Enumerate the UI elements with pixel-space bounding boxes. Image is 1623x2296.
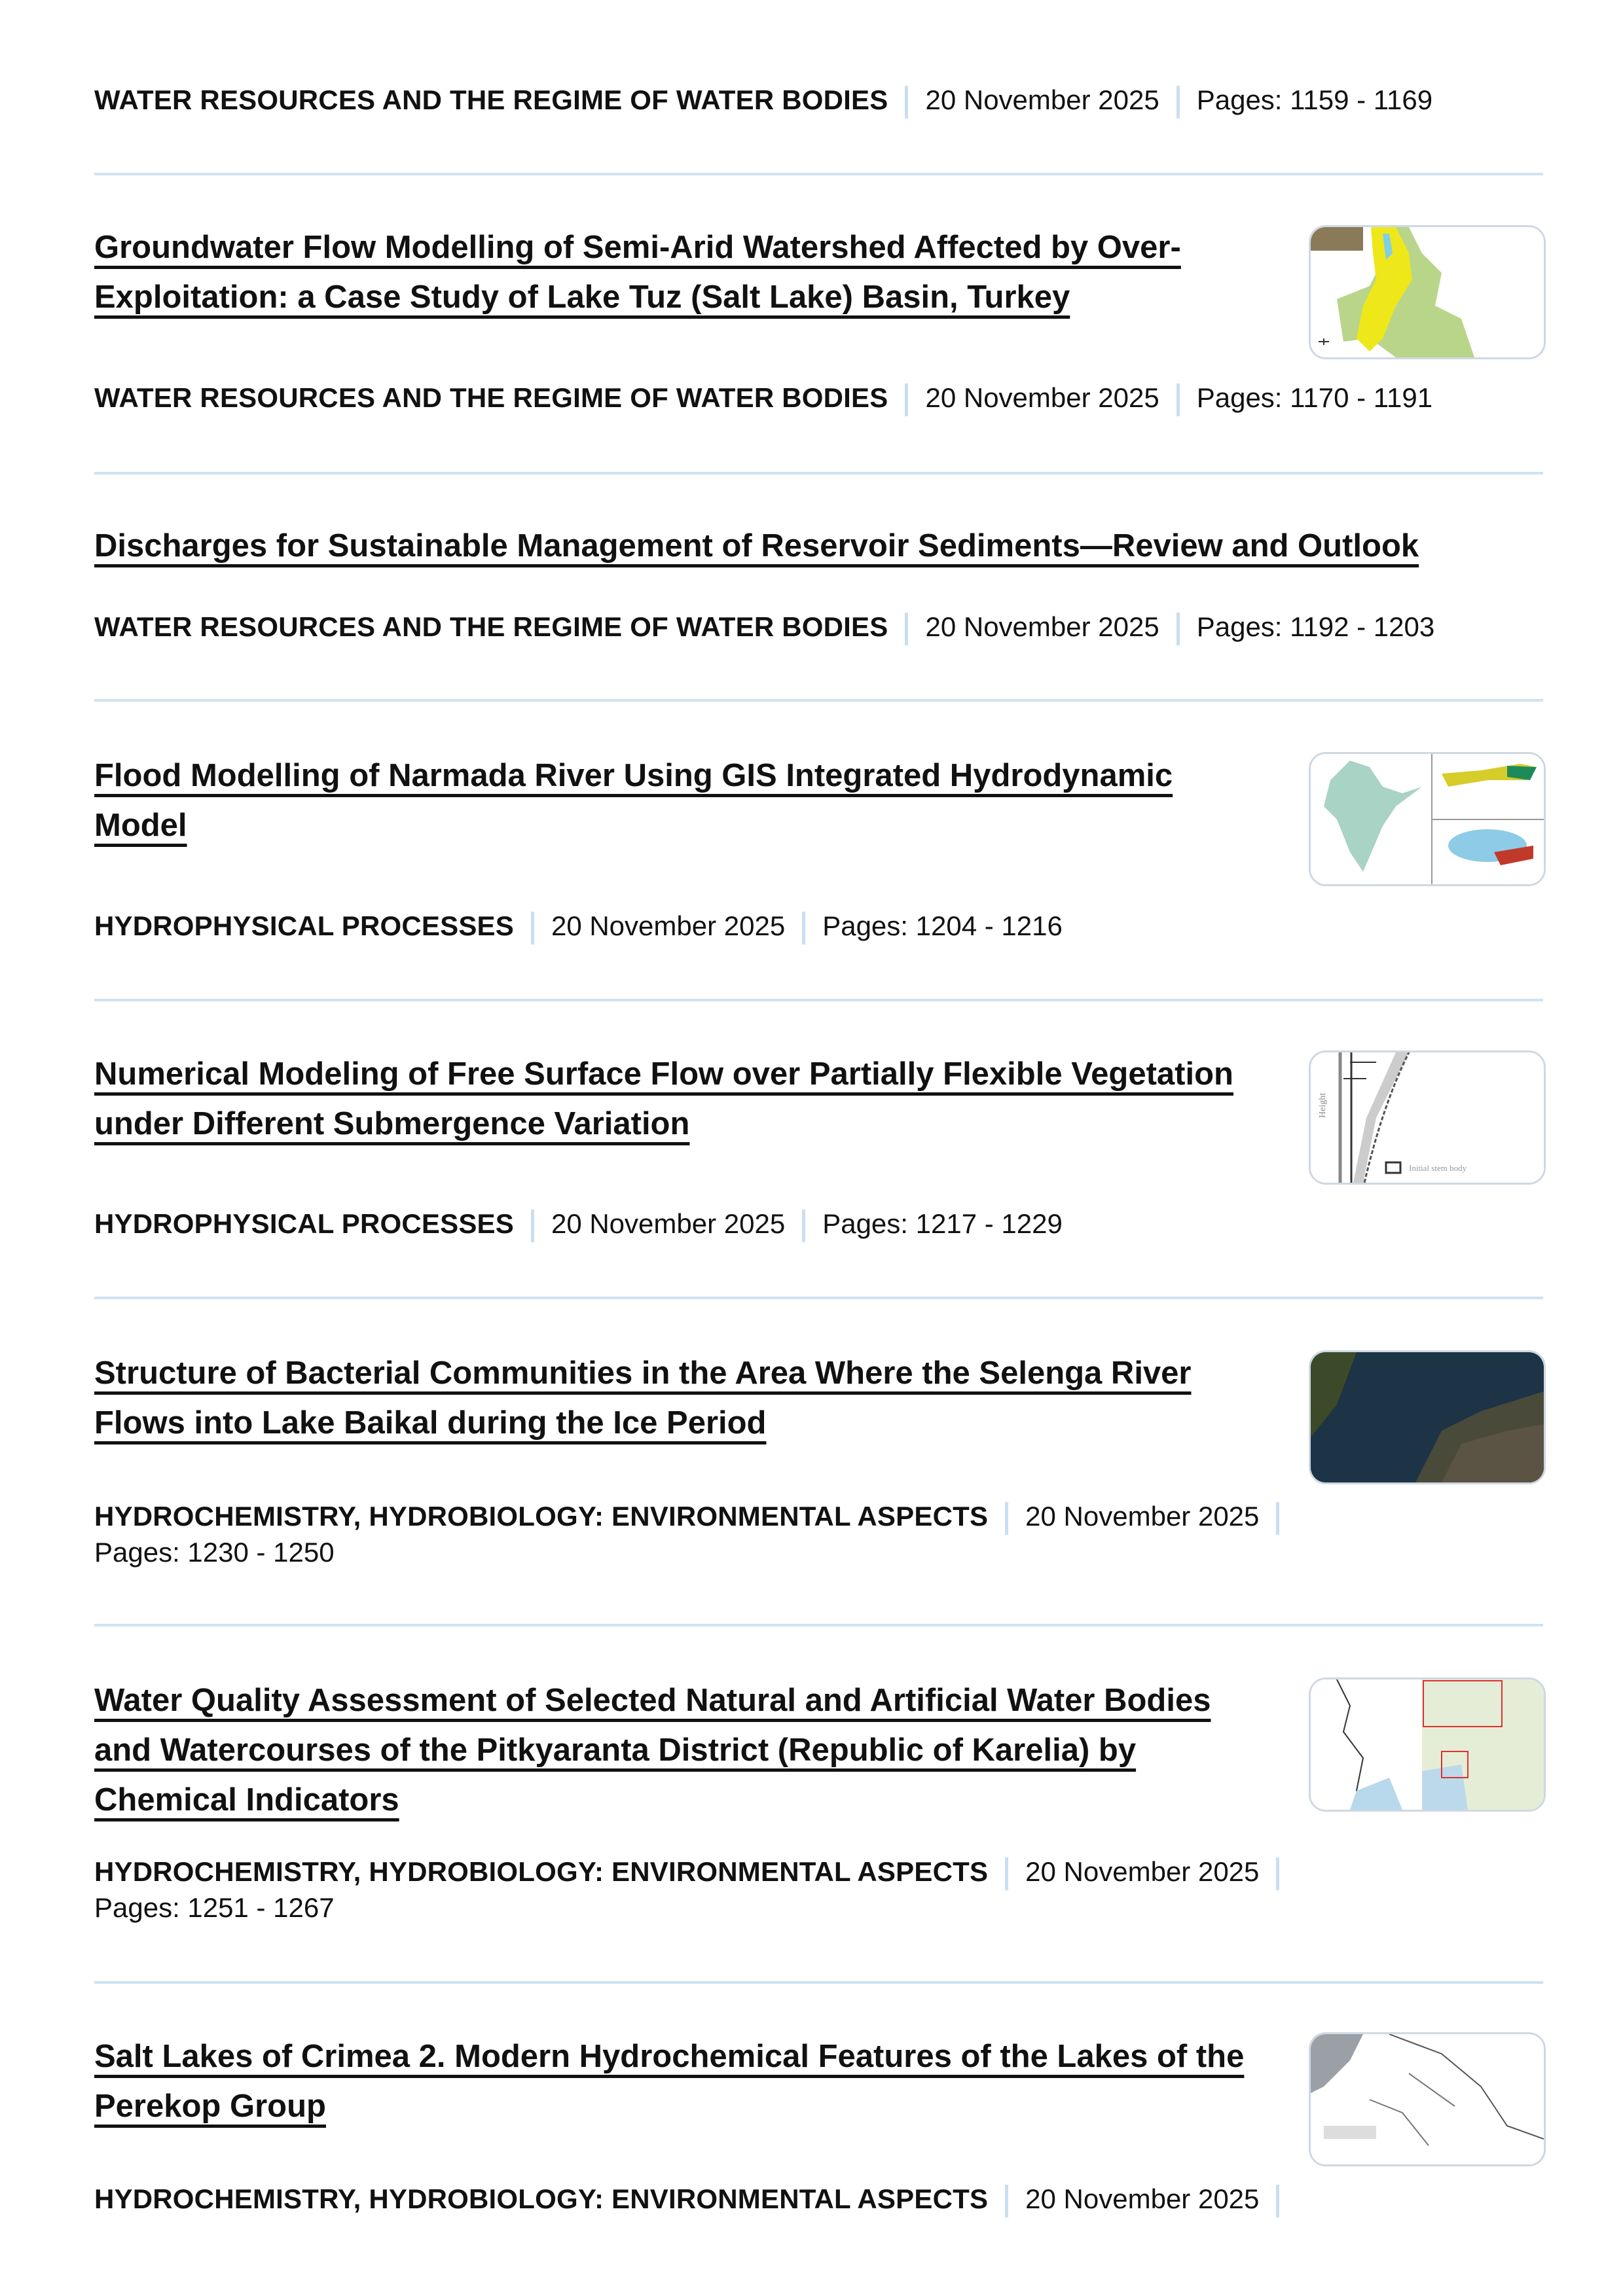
section-link[interactable]: HYDROCHEMISTRY, HYDROBIOLOGY: ENVIRONMENTAL ASPECTS [94, 1856, 989, 1887]
section-link[interactable]: WATER RESOURCES AND THE REGIME OF WATER BODIES [94, 611, 888, 642]
article-date: 20 November 2025 [1025, 1856, 1260, 1887]
article-date: 20 November 2025 [925, 84, 1159, 115]
separator [1176, 613, 1180, 645]
article-meta [94, 1854, 1296, 1926]
article-title [94, 1676, 1247, 1825]
separator [802, 912, 805, 944]
separator [1276, 1502, 1279, 1535]
article-title-link[interactable]: Numerical Modeling of Free Surface Flow over Partially Flexible Vegetation under Different Submergence Variation [94, 1056, 1233, 1141]
crimea-map-thumbnail[interactable] [1309, 2032, 1546, 2166]
article-date: 20 November 2025 [551, 910, 786, 941]
article-title-link[interactable]: Salt Lakes of Crimea 2. Modern Hydrochemical Features of the Lakes of the Perekop Group [94, 2039, 1245, 2124]
article-pages: Pages: 1251 - 1267 [94, 1892, 335, 1923]
svg-text:Height: Height [1318, 1092, 1328, 1118]
separator [1276, 2185, 1279, 2217]
divider [94, 1624, 1543, 1626]
article-title-link[interactable]: Flood Modelling of Narmada River Using GIS Integrated Hydrodynamic Model [94, 758, 1173, 843]
section-link[interactable]: HYDROCHEMISTRY, HYDROBIOLOGY: ENVIRONMENTAL ASPECTS [94, 1501, 989, 1532]
article-pages: Pages: 1192 - 1203 [1196, 611, 1435, 642]
separator [531, 912, 534, 944]
article-pages: Pages: 1217 - 1229 [822, 1208, 1063, 1239]
satellite-image-thumbnail[interactable] [1309, 1350, 1546, 1484]
separator [905, 384, 908, 416]
separator [1005, 1857, 1008, 1890]
article-title-link[interactable]: Structure of Bacterial Communities in the Area Where the Selenga River Flows into Lake Baikal during the Ice Period [94, 1355, 1192, 1441]
article-date: 20 November 2025 [925, 611, 1159, 642]
separator [1276, 1857, 1279, 1890]
separator [531, 1210, 534, 1242]
article-meta [94, 609, 1434, 645]
article-title-link[interactable]: Groundwater Flow Modelling of Semi-Arid Watershed Affected by Over-Exploitation: a Case Study of Lake Tuz (Salt Lake) Basin, Turkey [94, 230, 1181, 315]
separator [1176, 384, 1180, 416]
article-meta [94, 1499, 1296, 1570]
divider [94, 472, 1543, 475]
india-flood-map-thumbnail[interactable] [1309, 752, 1546, 886]
section-link[interactable]: HYDROPHYSICAL PROCESSES [94, 1208, 514, 1239]
article-pages: Pages: 1159 - 1169 [1196, 84, 1433, 115]
article-title [94, 521, 1548, 571]
divider [94, 699, 1543, 702]
article-meta [94, 82, 1432, 118]
basin-map-thumbnail[interactable] [1309, 225, 1546, 359]
article-date: 20 November 2025 [1025, 1501, 1260, 1532]
article-meta [94, 908, 1063, 944]
article-title [94, 1348, 1247, 1448]
article-date: 20 November 2025 [551, 1208, 786, 1239]
section-link[interactable]: HYDROCHEMISTRY, HYDROBIOLOGY: ENVIRONMENTAL ASPECTS [94, 2183, 989, 2214]
vegetation-diagram-thumbnail[interactable] [1309, 1050, 1546, 1185]
article-meta [94, 2181, 1296, 2217]
article-pages: Pages: 1204 - 1216 [822, 910, 1063, 941]
divider [94, 173, 1543, 175]
section-link[interactable]: HYDROPHYSICAL PROCESSES [94, 910, 514, 941]
separator [905, 86, 908, 118]
article-date: 20 November 2025 [925, 382, 1159, 413]
section-link[interactable]: WATER RESOURCES AND THE REGIME OF WATER BODIES [94, 84, 888, 115]
separator [905, 613, 908, 645]
article-meta [94, 380, 1432, 416]
article-title [94, 751, 1247, 850]
article-pages: Pages: 1170 - 1191 [1196, 382, 1433, 413]
separator [1005, 1502, 1008, 1535]
separator [1005, 2185, 1008, 2217]
article-title-link[interactable]: Discharges for Sustainable Management of Reservoir Sediments—Review and Outlook [94, 528, 1419, 564]
separator [802, 1210, 805, 1242]
article-title [94, 1049, 1247, 1149]
divider [94, 999, 1543, 1001]
article-meta [94, 1206, 1063, 1242]
article-title [94, 223, 1247, 322]
article-pages: Pages: 1230 - 1250 [94, 1536, 335, 1568]
divider [94, 1297, 1543, 1299]
article-title-link[interactable]: Water Quality Assessment of Selected Natural and Artificial Water Bodies and Watercourses of the Pitkyaranta District (Republic of Karelia) by Chemical Indicators [94, 1683, 1211, 1818]
divider [94, 1981, 1543, 1984]
article-title [94, 2032, 1247, 2131]
section-link[interactable]: WATER RESOURCES AND THE REGIME OF WATER BODIES [94, 382, 888, 413]
svg-text:Initial stem body: Initial stem body [1409, 1163, 1467, 1173]
karelia-map-thumbnail[interactable] [1309, 1677, 1546, 1812]
article-date: 20 November 2025 [1025, 2183, 1260, 2214]
separator [1176, 86, 1180, 118]
